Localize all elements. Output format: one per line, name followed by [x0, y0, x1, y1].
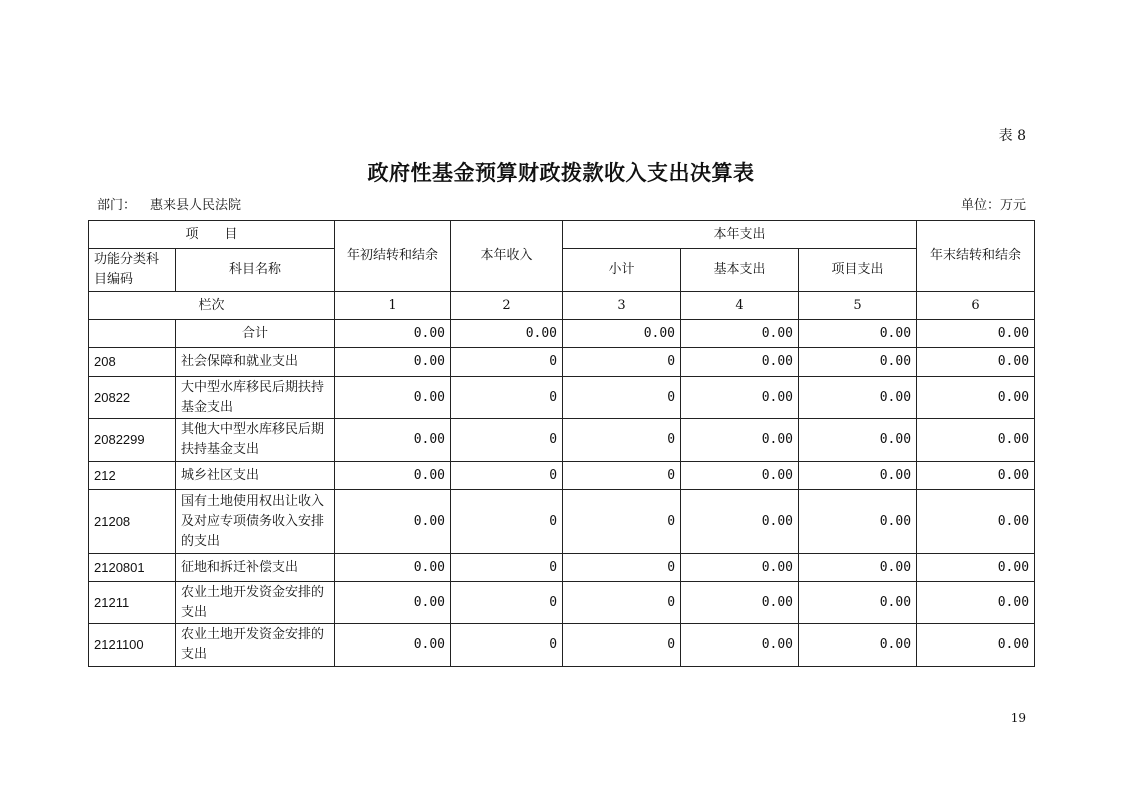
total-row: [89, 320, 1035, 348]
department-line: [97, 194, 241, 213]
value-cell: 0.00: [681, 419, 799, 462]
document-title: 政府性基金预算财政拨款收入支出决算表: [367, 160, 755, 185]
value-cell: 0.00: [681, 554, 799, 582]
value-cell: 0.00: [681, 582, 799, 624]
header-closing-balance: 年末结转和结余: [917, 221, 1035, 292]
table-row: [89, 377, 1035, 419]
subject-name: 社会保障和就业支出: [176, 348, 335, 377]
header-row-1: [89, 221, 1035, 249]
table-row: [89, 462, 1035, 490]
value-cell: 0: [451, 554, 563, 582]
value-cell: 0.00: [681, 348, 799, 377]
value-cell: 0.00: [335, 377, 451, 419]
value-cell: 0: [451, 624, 563, 667]
value-cell: 0.00: [917, 348, 1035, 377]
function-code: 212: [89, 462, 176, 490]
value-cell: 0.00: [917, 582, 1035, 624]
value-cell: 0.00: [799, 582, 917, 624]
value-cell: 0.00: [335, 320, 451, 348]
function-code: 20822: [89, 377, 176, 419]
value-cell: 0.00: [917, 377, 1035, 419]
value-cell: 0: [451, 490, 563, 554]
subject-name: 国有土地使用权出让收入及对应专项债务收入安排的支出: [176, 490, 335, 554]
table-row: [89, 419, 1035, 462]
value-cell: 0.00: [799, 377, 917, 419]
total-label: 合计: [176, 320, 335, 348]
function-code: 2121100: [89, 624, 176, 667]
value-cell: 0.00: [563, 320, 681, 348]
value-cell: 0: [563, 490, 681, 554]
department-name: 惠来县人民法院: [150, 198, 242, 213]
value-cell: 0.00: [799, 490, 917, 554]
column-number: 3: [563, 292, 681, 320]
subject-name: 大中型水库移民后期扶持基金支出: [176, 377, 335, 419]
total-code-cell: [89, 320, 176, 348]
value-cell: 0.00: [799, 554, 917, 582]
value-cell: 0.00: [799, 419, 917, 462]
value-cell: 0.00: [917, 419, 1035, 462]
function-code: 21211: [89, 582, 176, 624]
value-cell: 0.00: [917, 462, 1035, 490]
value-cell: 0: [563, 377, 681, 419]
subject-name: 征地和拆迁补偿支出: [176, 554, 335, 582]
value-cell: 0: [563, 462, 681, 490]
function-code: 21208: [89, 490, 176, 554]
table-row: [89, 554, 1035, 582]
value-cell: 0.00: [917, 624, 1035, 667]
value-cell: 0: [563, 582, 681, 624]
table-row: [89, 582, 1035, 624]
table-row: [89, 490, 1035, 554]
value-cell: 0: [563, 348, 681, 377]
value-cell: 0.00: [451, 320, 563, 348]
value-cell: 0.00: [681, 377, 799, 419]
value-cell: 0.00: [681, 490, 799, 554]
header-function-code: 功能分类科目编码: [89, 249, 176, 292]
value-cell: 0.00: [681, 320, 799, 348]
column-number: 1: [335, 292, 451, 320]
column-number: 2: [451, 292, 563, 320]
value-cell: 0: [563, 419, 681, 462]
budget-table: [88, 220, 1035, 667]
value-cell: 0: [451, 348, 563, 377]
value-cell: 0.00: [917, 490, 1035, 554]
value-cell: 0.00: [681, 624, 799, 667]
value-cell: 0.00: [335, 582, 451, 624]
column-number-row: [89, 292, 1035, 320]
department-label: 部门：: [97, 198, 137, 213]
header-current-expense: 本年支出: [563, 221, 917, 249]
value-cell: 0: [451, 582, 563, 624]
value-cell: 0.00: [335, 554, 451, 582]
header-opening-balance: 年初结转和结余: [335, 221, 451, 292]
value-cell: 0.00: [799, 320, 917, 348]
value-cell: 0: [451, 462, 563, 490]
subject-name: 城乡社区支出: [176, 462, 335, 490]
value-cell: 0.00: [335, 624, 451, 667]
value-cell: 0: [563, 554, 681, 582]
unit-label: 单位：万元: [960, 198, 1026, 213]
subject-name: 农业土地开发资金安排的支出: [176, 582, 335, 624]
value-cell: 0: [451, 377, 563, 419]
function-code: 208: [89, 348, 176, 377]
column-number: 4: [681, 292, 799, 320]
header-item: 项 目: [89, 221, 335, 249]
header-subject-name: 科目名称: [176, 249, 335, 292]
header-project-expense: 项目支出: [799, 249, 917, 292]
page-number: 19: [1010, 711, 1026, 725]
header-basic-expense: 基本支出: [681, 249, 799, 292]
table-number: 表 8: [998, 128, 1026, 144]
header-subtotal: 小计: [563, 249, 681, 292]
value-cell: 0.00: [335, 490, 451, 554]
subject-name: 农业土地开发资金安排的支出: [176, 624, 335, 667]
value-cell: 0.00: [681, 462, 799, 490]
value-cell: 0.00: [799, 348, 917, 377]
subject-name: 其他大中型水库移民后期扶持基金支出: [176, 419, 335, 462]
value-cell: 0.00: [335, 348, 451, 377]
value-cell: 0.00: [917, 320, 1035, 348]
column-number: 6: [917, 292, 1035, 320]
table-row: [89, 348, 1035, 377]
header-current-income: 本年收入: [451, 221, 563, 292]
function-code: 2082299: [89, 419, 176, 462]
value-cell: 0: [563, 624, 681, 667]
table-row: [89, 624, 1035, 667]
value-cell: 0.00: [799, 624, 917, 667]
column-number: 5: [799, 292, 917, 320]
value-cell: 0.00: [917, 554, 1035, 582]
value-cell: 0.00: [335, 419, 451, 462]
value-cell: 0: [451, 419, 563, 462]
value-cell: 0.00: [799, 462, 917, 490]
function-code: 2120801: [89, 554, 176, 582]
value-cell: 0.00: [335, 462, 451, 490]
header-column-order: 栏次: [89, 292, 335, 320]
